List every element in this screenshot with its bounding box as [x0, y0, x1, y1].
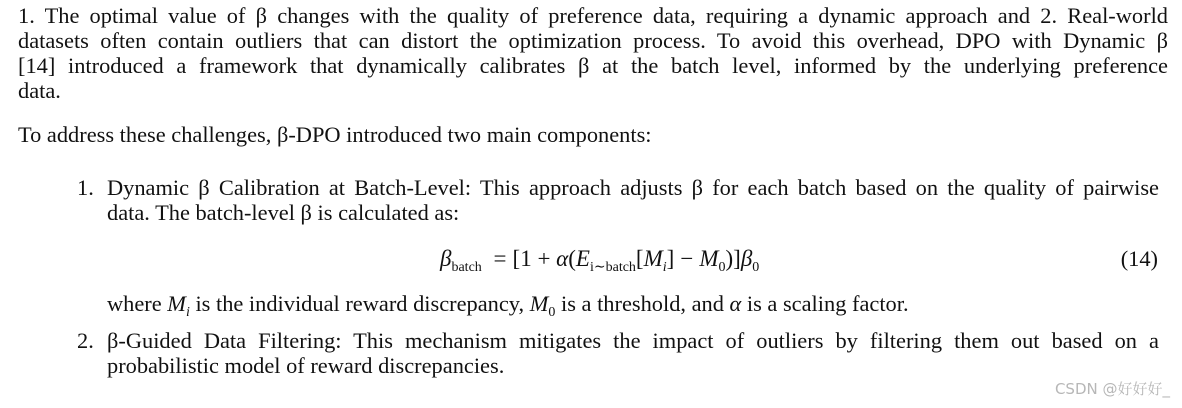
eq-close: )]: [725, 246, 741, 271]
where-M: M: [167, 291, 186, 316]
where-text-3: is a threshold, and: [555, 291, 730, 316]
intro-line-2: datasets often contain outliers that can distort the optimization process. To avoid this overhead, DPO with Dynamic β: [18, 28, 1168, 53]
eq-open: [1 +: [512, 246, 551, 271]
eq-bracket-close: ]: [666, 246, 675, 271]
list-item-2: [77, 328, 1159, 378]
eq-bracket-open: [: [635, 246, 644, 271]
eq-beta-sub: batch: [451, 260, 482, 275]
eq-M-sub: i: [662, 260, 667, 275]
eq-paren-open: (: [568, 246, 576, 271]
list-item-1-line-1: Dynamic β Calibration at Batch-Level: This approach adjusts β for each batch based on the quality of pairwise: [107, 175, 1159, 200]
intro-paragraph: [18, 3, 1168, 103]
eq-beta0: β: [740, 246, 753, 271]
eq-E: E: [575, 246, 590, 271]
equation-number: (14): [1120, 246, 1158, 271]
where-M0: M: [529, 291, 549, 316]
list-item-1: [77, 175, 1159, 225]
where-text-2: is the individual reward discrepancy,: [189, 291, 530, 316]
eq-beta0-sub: 0: [752, 260, 760, 275]
eq-M0-sub: 0: [718, 260, 726, 275]
eq-M0: M: [699, 246, 719, 271]
equation-14: [440, 246, 760, 275]
list-item-1-line-2: data. The batch-level β is calculated as:: [107, 200, 460, 225]
list-item-2-line-2: probabilistic model of reward discrepancies.: [107, 353, 505, 378]
eq-E-sub: i∼batch: [589, 260, 636, 275]
eq-equals: =: [493, 246, 507, 271]
equation-explanation: [107, 291, 909, 320]
list-number-2: 2.: [77, 328, 94, 353]
intro-line-1: 1. The optimal value of β changes with the quality of preference data, requiring a dynamic approach and 2. Real-world: [18, 3, 1168, 28]
where-M-sub: i: [185, 305, 190, 320]
eq-minus: −: [680, 246, 694, 271]
where-alpha: α: [729, 291, 742, 316]
intro-line-4: data.: [18, 78, 61, 103]
components-intro: To address these challenges, β-DPO introduced two main components:: [18, 122, 652, 147]
where-text-4: is a scaling factor.: [741, 291, 909, 316]
list-item-2-line-1: β-Guided Data Filtering: This mechanism mitigates the impact of outliers by filtering them out based on a: [107, 328, 1159, 353]
where-M0-sub: 0: [548, 305, 556, 320]
where-text-1: where: [107, 291, 168, 316]
eq-beta: β: [440, 246, 452, 271]
eq-M: M: [643, 246, 663, 271]
watermark: CSDN @好好好_: [1054, 380, 1170, 398]
list-number-1: 1.: [77, 175, 94, 200]
intro-line-3: [14] introduced a framework that dynamically calibrates β at the batch level, informed by the underlying preference: [18, 53, 1168, 78]
eq-alpha: α: [556, 246, 569, 271]
